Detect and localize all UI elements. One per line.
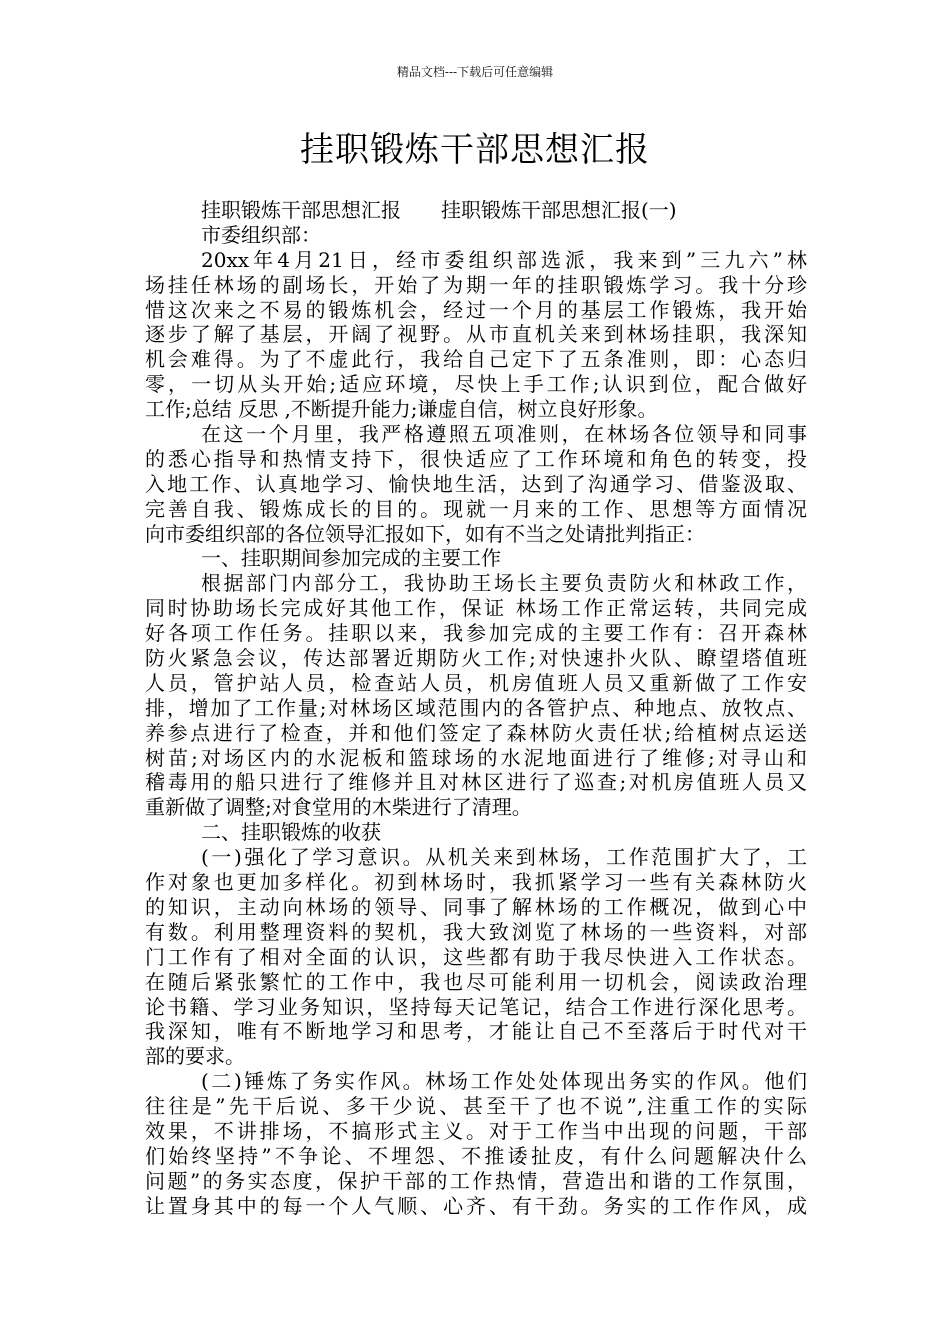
body-line: 作对象也更加多样化。初到林场时，我抓紧学习一些有关森林防火 <box>145 870 807 895</box>
body-line: 让置身其中的每一个人气顺、心齐、有干劲。务实的工作作风，成 <box>145 1193 807 1218</box>
body-line: 好各项工作任务。挂职以来，我参加完成的主要工作有：召开森林 <box>145 621 807 646</box>
document-title: 挂职锻炼干部思想汇报 <box>300 130 650 170</box>
body-line: 完善自我、锻炼成长的目的。现就一月来的工作、思想等方面情况 <box>145 496 807 521</box>
body-line: 重新做了调整;对食堂用的木柴进行了清理。 <box>145 795 532 820</box>
body-line: 机会难得。为了不虚此行，我给自己定下了五条准则，即：心态归 <box>145 347 807 372</box>
body-line: 的悉心指导和热情支持下，很快适应了工作环境和角色的转变，投 <box>145 446 807 471</box>
body-line: 我深知，唯有不断地学习和思考，才能让自己不至落后于时代对干 <box>145 1019 807 1044</box>
body-line: 门工作有了相对全面的认识，这些都有助于我尽快进入工作状态。 <box>145 944 807 969</box>
page-header: 精品文档---下载后可任意编辑 <box>396 65 554 79</box>
body-line: 在这一个月里，我严格遵照五项准则，在林场各位领导和同事 <box>201 422 807 447</box>
body-line: 入地工作、认真地学习、愉快地生活，达到了沟通学习、借鉴汲取、 <box>145 471 807 496</box>
body-line: 效果，不讲排场，不搞形式主义。对于工作当中出现的问题，干部 <box>145 1118 807 1143</box>
body-line: 有数。利用整理资料的契机，我大致浏览了林场的一些资料，对部 <box>145 919 807 944</box>
body-line: 挂职锻炼干部思想汇报 挂职锻炼干部思想汇报(一) <box>201 198 677 222</box>
body-line: 市委组织部： <box>201 222 321 247</box>
body-line: 人员，管护站人员，检查站人员，机房值班人员又重新做了工作安 <box>145 670 807 695</box>
body-line: 场挂任林场的副场长，开始了为期一年的挂职锻炼学习。我十分珍 <box>145 272 807 297</box>
body-line: 排，增加了工作量;对林场区域范围内的各管护点、种地点、放牧点、 <box>145 695 807 720</box>
body-line: 同时协助场长完成好其他工作，保证 林场工作正常运转，共同完成 <box>145 596 807 621</box>
body-line: 一、挂职期间参加完成的主要工作 <box>201 546 501 571</box>
body-line: 根据部门内部分工，我协助王场长主要负责防火和林政工作， <box>201 571 807 596</box>
body-line: 工作;总结 反思 ,不断提升能力;谦虚自信，树立良好形象。 <box>145 397 658 422</box>
body-line: 向市委组织部的各位领导汇报如下，如有不当之处请批判指正： <box>145 521 705 546</box>
body-line: 零，一切从头开始;适应环境，尽快上手工作;认识到位，配合做好 <box>145 372 807 397</box>
body-line: 树苗;对场区内的水泥板和篮球场的水泥地面进行了维修;对寻山和 <box>145 745 807 770</box>
body-line: 的知识，主动向林场的领导、同事了解林场的工作概况，做到心中 <box>145 894 807 919</box>
body-line: 20xx年4月21日，经市委组织部选派，我来到”三九六”林 <box>201 247 807 272</box>
body-line: 们始终坚持”不争论、不埋怨、不推诿扯皮，有什么问题解决什么 <box>145 1143 807 1168</box>
body-line: 养参点进行了检查，并和他们签定了森林防火责任状;给植树点运送 <box>145 720 807 745</box>
body-line: (二)锤炼了务实作风。林场工作处处体现出务实的作风。他们 <box>201 1069 807 1094</box>
body-line: 惜这次来之不易的锻炼机会，经过一个月的基层工作锻炼，我开始 <box>145 297 807 322</box>
body-line: 论书籍、学习业务知识，坚持每天记笔记，结合工作进行深化思考。 <box>145 994 807 1019</box>
body-line: 部的要求。 <box>145 1044 245 1069</box>
body-line: 稽毒用的船只进行了维修并且对林区进行了巡查;对机房值班人员又 <box>145 770 807 795</box>
body-line: 逐步了解了基层，开阔了视野。从市直机关来到林场挂职，我深知 <box>145 322 807 347</box>
body-line: 二、挂职锻炼的收获 <box>201 820 381 845</box>
document-body <box>145 198 807 1219</box>
body-line: 问题”的务实态度，保护干部的工作热情，营造出和谐的工作氛围， <box>145 1168 807 1193</box>
body-line: 往往是”先干后说、多干少说、甚至干了也不说”,注重工作的实际 <box>145 1094 807 1119</box>
body-line: 在随后紧张繁忙的工作中，我也尽可能利用一切机会，阅读政治理 <box>145 969 807 994</box>
body-line: (一)强化了学习意识。从机关来到林场，工作范围扩大了，工 <box>201 845 807 870</box>
body-line: 防火紧急会议，传达部署近期防火工作;对快速扑火队、瞭望塔值班 <box>145 646 807 671</box>
